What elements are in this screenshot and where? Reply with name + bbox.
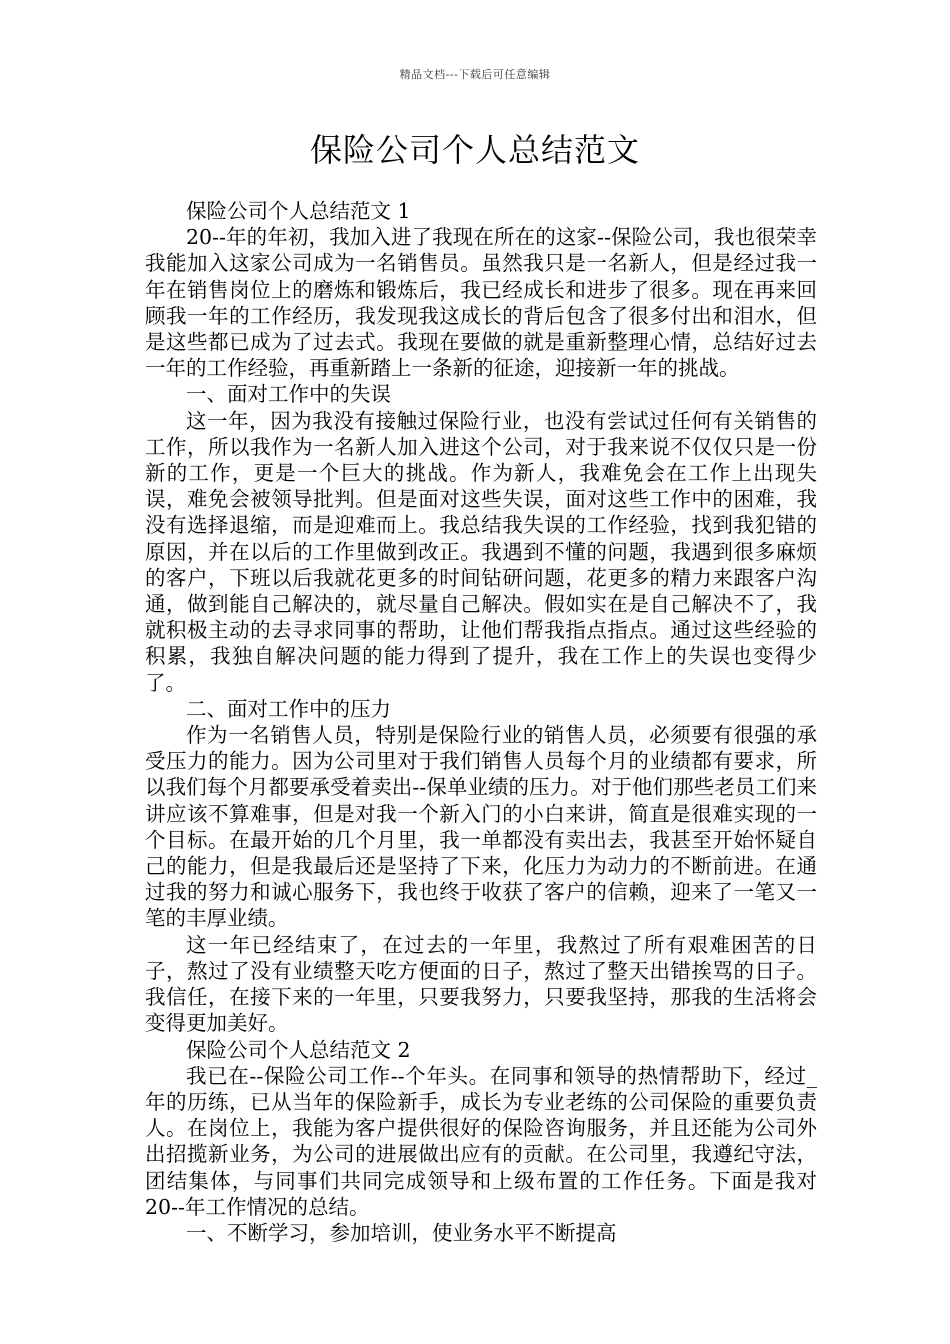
document-body bbox=[145, 198, 817, 1246]
body-paragraph: 20--年的年初，我加入进了我现在所在的这家--保险公司，我也很荣幸我能加入这家公司成为一名销售员。虽然我只是一名新人，但是经过我一年在销售岗位上的磨炼和锻炼后，我已经成长和进步了很多。现在再来回顾我一年的工作经历，我发现我这成长的背后包含了很多付出和泪水，但是这些都已成为了过去式。我现在要做的就是重新整理心情，总结好过去一年的工作经验，再重新踏上一条新的征途，迎接新一年的挑战。 bbox=[145, 225, 817, 381]
section-heading: 一、不断学习，参加培训，使业务水平不断提高 bbox=[186, 1220, 617, 1245]
body-paragraph: 这一年已经结束了，在过去的一年里，我熬过了所有艰难困苦的日子，熬过了没有业绩整天吃方便面的日子，熬过了整天出错挨骂的日子。我信任，在接下来的一年里，只要我努力，只要我坚持，那我的生活将会变得更加美好。 bbox=[145, 932, 817, 1036]
body-paragraph: 我已在--保险公司工作--个年头。在同事和领导的热情帮助下，经过_年的历练，已从当年的保险新手，成长为专业老练的公司保险的重要负责人。在岗位上，我能为客户提供很好的保险咨询服务，并且还能为公司外出招揽新业务，为公司的进展做出应有的贡献。在公司里，我遵纪守法，团结集体，与同事们共同完成领导和上级布置的工作任务。下面是我对 20--年工作情况的总结。 bbox=[145, 1063, 817, 1219]
body-paragraph: 这一年，因为我没有接触过保险行业，也没有尝试过任何有关销售的工作，所以我作为一名新人加入进这个公司，对于我来说不仅仅只是一份新的工作，更是一个巨大的挑战。作为新人，我难免会在工作上出现失误，难免会被领导批判。但是面对这些失误，面对这些工作中的困难，我没有选择退缩，而是迎难而上。我总结我失误的工作经验，找到我犯错的原因，并在以后的工作里做到改正。我遇到不懂的问题，我遇到很多麻烦的客户，下班以后我就花更多的时间钻研问题，花更多的精力来跟客户沟通，做到能自己解决的，就尽量自己解决。假如实在是自己解决不了，我就积极主动的去寻求同事的帮助，让他们帮我指点指点。通过这些经验的积累，我独自解决问题的能力得到了提升，我在工作上的失误也变得少了。 bbox=[145, 408, 817, 695]
body-paragraph: 作为一名销售人员，特别是保险行业的销售人员，必须要有很强的承受压力的能力。因为公司里对于我们销售人员每个月的业绩都有要求，所以我们每个月都要承受着卖出--保单业绩的压力。对于他们那些老员工们来讲应该不算难事，但是对我一个新入门的小白来讲，简直是很难实现的一个目标。在最开始的几个月里，我一单都没有卖出去，我甚至开始怀疑自己的能力，但是我最后还是坚持了下来，化压力为动力的不断前进。在通过我的努力和诚心服务下，我也终于收获了客户的信赖，迎来了一笔又一笔的丰厚业绩。 bbox=[145, 723, 817, 931]
section-heading: 保险公司个人总结范文 1 bbox=[186, 199, 411, 223]
document-title: 保险公司个人总结范文 bbox=[309, 131, 640, 169]
section-heading: 保险公司个人总结范文 2 bbox=[186, 1037, 411, 1062]
header-note: 精品文档---下载后可任意编辑 bbox=[399, 68, 551, 81]
section-heading: 二、面对工作中的压力 bbox=[186, 696, 391, 721]
section-heading: 一、面对工作中的失误 bbox=[186, 382, 391, 407]
